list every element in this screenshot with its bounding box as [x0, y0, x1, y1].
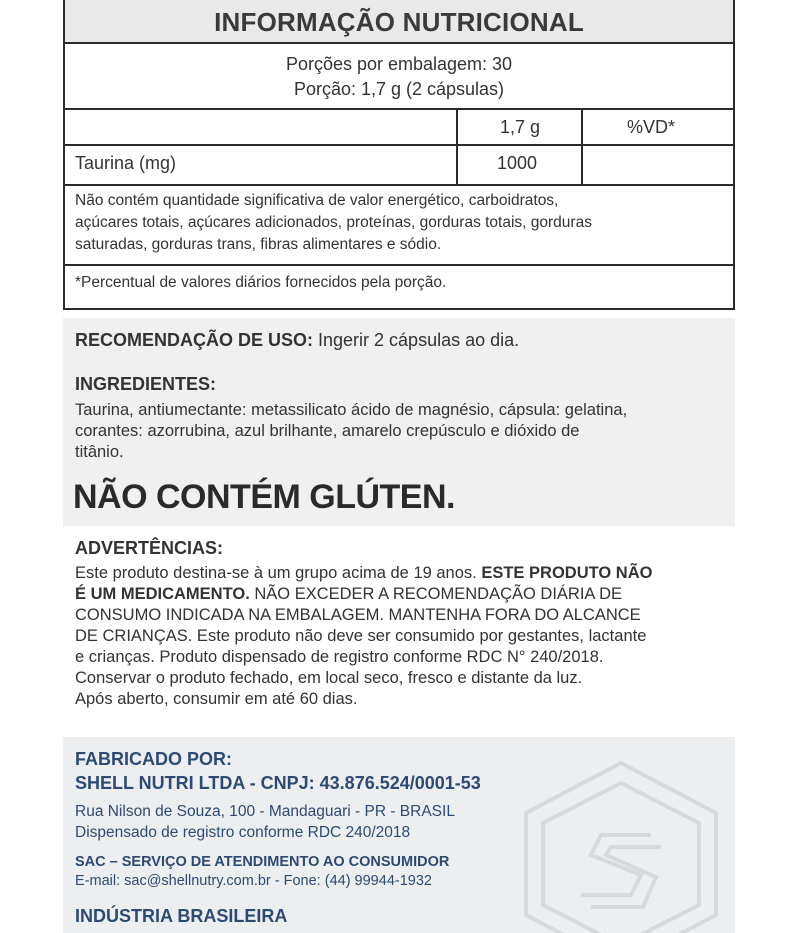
divider: [456, 108, 458, 184]
portions-info: [65, 46, 733, 108]
recommendation-label: RECOMENDAÇÃO DE USO:: [75, 330, 314, 350]
nutrition-note: [75, 190, 720, 256]
ingredients-line: titânio.: [75, 443, 124, 461]
brand-watermark-icon: [511, 755, 731, 933]
nutrition-table: [63, 0, 735, 310]
warnings-normal: Este produto destina-se à um grupo acima de 19 anos.: [75, 564, 482, 582]
note-line: açúcares totais, açúcares adicionados, proteínas, gorduras totais, gorduras: [75, 214, 592, 231]
divider: [65, 264, 733, 266]
gluten-free-notice: NÃO CONTÉM GLÚTEN.: [73, 478, 455, 516]
registration-note: Dispensado de registro conforme RDC 240/2018: [75, 824, 411, 841]
divider: [581, 108, 583, 184]
manufacturer-label: FABRICADO POR:: [75, 749, 232, 769]
divider: [65, 144, 733, 146]
nutrient-name: Taurina (mg): [75, 153, 177, 173]
note-line: Não contém quantidade significativa de valor energético, carboidratos,: [75, 192, 559, 209]
warnings-bold: ESTE PRODUTO NÃO: [481, 564, 653, 582]
portion-size: Porção: 1,7 g (2 cápsulas): [293, 79, 505, 99]
warnings-bold: É UM MEDICAMENTO.: [75, 585, 250, 603]
warnings-line: Após aberto, consumir em até 60 dias.: [75, 690, 358, 708]
divider: [65, 184, 733, 186]
warnings-label: ADVERTÊNCIAS:: [75, 538, 224, 558]
warnings-text: [75, 563, 727, 710]
manufacturer-panel: [63, 737, 735, 933]
warnings-normal: NÃO EXCEDER A RECOMENDAÇÃO DIÁRIA DE: [249, 585, 623, 603]
ingredients-line: corantes: azorrubina, azul brilhante, amarelo crepúsculo e dióxido de: [75, 422, 580, 440]
warnings-line: Conservar o produto fechado, em local seco, fresco e distante da luz.: [75, 669, 583, 687]
warnings-line: [75, 584, 727, 605]
warnings-line: CONSUMO INDICADA NA EMBALAGEM. MANTENHA FORA DO ALCANCE: [75, 606, 641, 624]
nutrition-footnote: *Percentual de valores diários fornecidos pela porção.: [75, 274, 447, 291]
header-amount: 1,7 g: [500, 117, 541, 137]
divider: [65, 108, 733, 110]
warnings-panel: [63, 526, 735, 730]
header-vd: %VD*: [627, 117, 676, 137]
portions-per-package: Porções por embalagem: 30: [285, 54, 513, 74]
warnings-line: [75, 563, 727, 584]
sac-label: SAC – SERVIÇO DE ATENDIMENTO AO CONSUMIDOR: [75, 854, 450, 870]
recommendation: [75, 330, 519, 351]
ingredients-text: [75, 400, 725, 463]
warnings-line: e crianças. Produto dispensado de registro conforme RDC N° 240/2018.: [75, 648, 604, 666]
ingredients-line: Taurina, antiumectante: metassilicato ácido de magnésio, cápsula: gelatina,: [75, 401, 628, 419]
ingredients-label: INGREDIENTES:: [75, 374, 217, 394]
recommendation-text: Ingerir 2 cápsulas ao dia.: [313, 330, 520, 350]
note-line: saturadas, gorduras trans, fibras alimentares e sódio.: [75, 236, 442, 253]
usage-ingredients-panel: [63, 318, 735, 526]
nutrition-title: INFORMAÇÃO NUTRICIONAL: [65, 0, 733, 44]
company-name: SHELL NUTRI LTDA - CNPJ: 43.876.524/0001-53: [75, 773, 481, 793]
company-details: [75, 801, 455, 843]
contact-info: E-mail: sac@shellnutry.com.br - Fone: (44) 99944-1932: [75, 873, 432, 889]
nutrient-amount: 1000: [497, 153, 538, 173]
warnings-line: DE CRIANÇAS. Este produto não deve ser consumido por gestantes, lactante: [75, 627, 647, 645]
company-address: Rua Nilson de Souza, 100 - Mandaguari - PR - BRASIL: [75, 803, 455, 820]
origin-label: INDÚSTRIA BRASILEIRA: [75, 906, 288, 926]
